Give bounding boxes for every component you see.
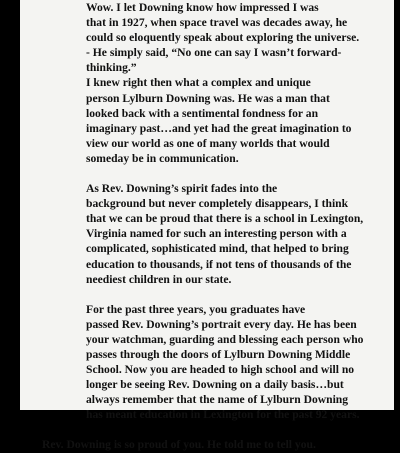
text-line: view our world as one of many worlds that would (86, 136, 330, 150)
paragraph (42, 75, 380, 166)
document-body (42, 0, 380, 453)
text-line: For the past three years, you graduates have (86, 302, 306, 316)
text-line: Virginia named for such an interesting person with a (86, 227, 347, 241)
text-line: - He simply said, “No one can say I wasn’t forward- (86, 46, 342, 60)
text-line: Wow. I let Downing know how impressed I was (86, 1, 319, 14)
text-line: neediest children in our state. (86, 272, 232, 286)
text-line: has meant education in Lexington for the past 92 years. (86, 408, 360, 422)
text-line: complicated, sophisticated mind, that helped to bring (86, 242, 349, 256)
text-line: person Lylburn Downing was. He was a man that (86, 91, 330, 105)
paragraph (42, 437, 380, 452)
text-line: could so eloquently speak about exploring the universe. (86, 31, 360, 45)
paragraph (42, 0, 380, 75)
text-line: School. Now you are headed to high school and will no (86, 363, 355, 377)
text-line: someday be in communication. (86, 151, 239, 165)
text-line: I knew right then what a complex and unique (86, 76, 311, 90)
text-line: As Rev. Downing’s spirit fades into the (86, 182, 278, 196)
text-line: background but never completely disappears, I think (86, 197, 349, 211)
paragraph-gap (42, 166, 380, 181)
text-line: passed Rev. Downing’s portrait every day. He has been (86, 317, 357, 331)
text-line: that in 1927, when space travel was decades away, he (86, 16, 348, 30)
text-line: imaginary past…and yet had the great imagination to (86, 121, 352, 135)
paragraph-gap (42, 287, 380, 302)
document-page (20, 0, 394, 452)
text-line: passes through the doors of Lylburn Downing Middle (86, 347, 351, 361)
text-line: that we can be proud that there is a school in Lexington, (86, 212, 364, 226)
paragraph-gap (42, 422, 380, 437)
text-line: education to thousands, if not tens of thousands of the (86, 257, 352, 271)
text-line: Rev. Downing is so proud of you. He told me to tell you. (42, 438, 316, 452)
text-line: always remember that the name of Lylburn Downing (86, 393, 349, 407)
text-line: looked back with a sentimental fondness for an (86, 106, 319, 120)
text-line: your watchman, guarding and blessing each person who (86, 332, 364, 346)
paragraph (42, 181, 380, 287)
paragraph (42, 302, 380, 423)
text-line: longer be seeing Rev. Downing on a daily basis…but (86, 378, 344, 392)
text-line: thinking.” (86, 61, 137, 75)
